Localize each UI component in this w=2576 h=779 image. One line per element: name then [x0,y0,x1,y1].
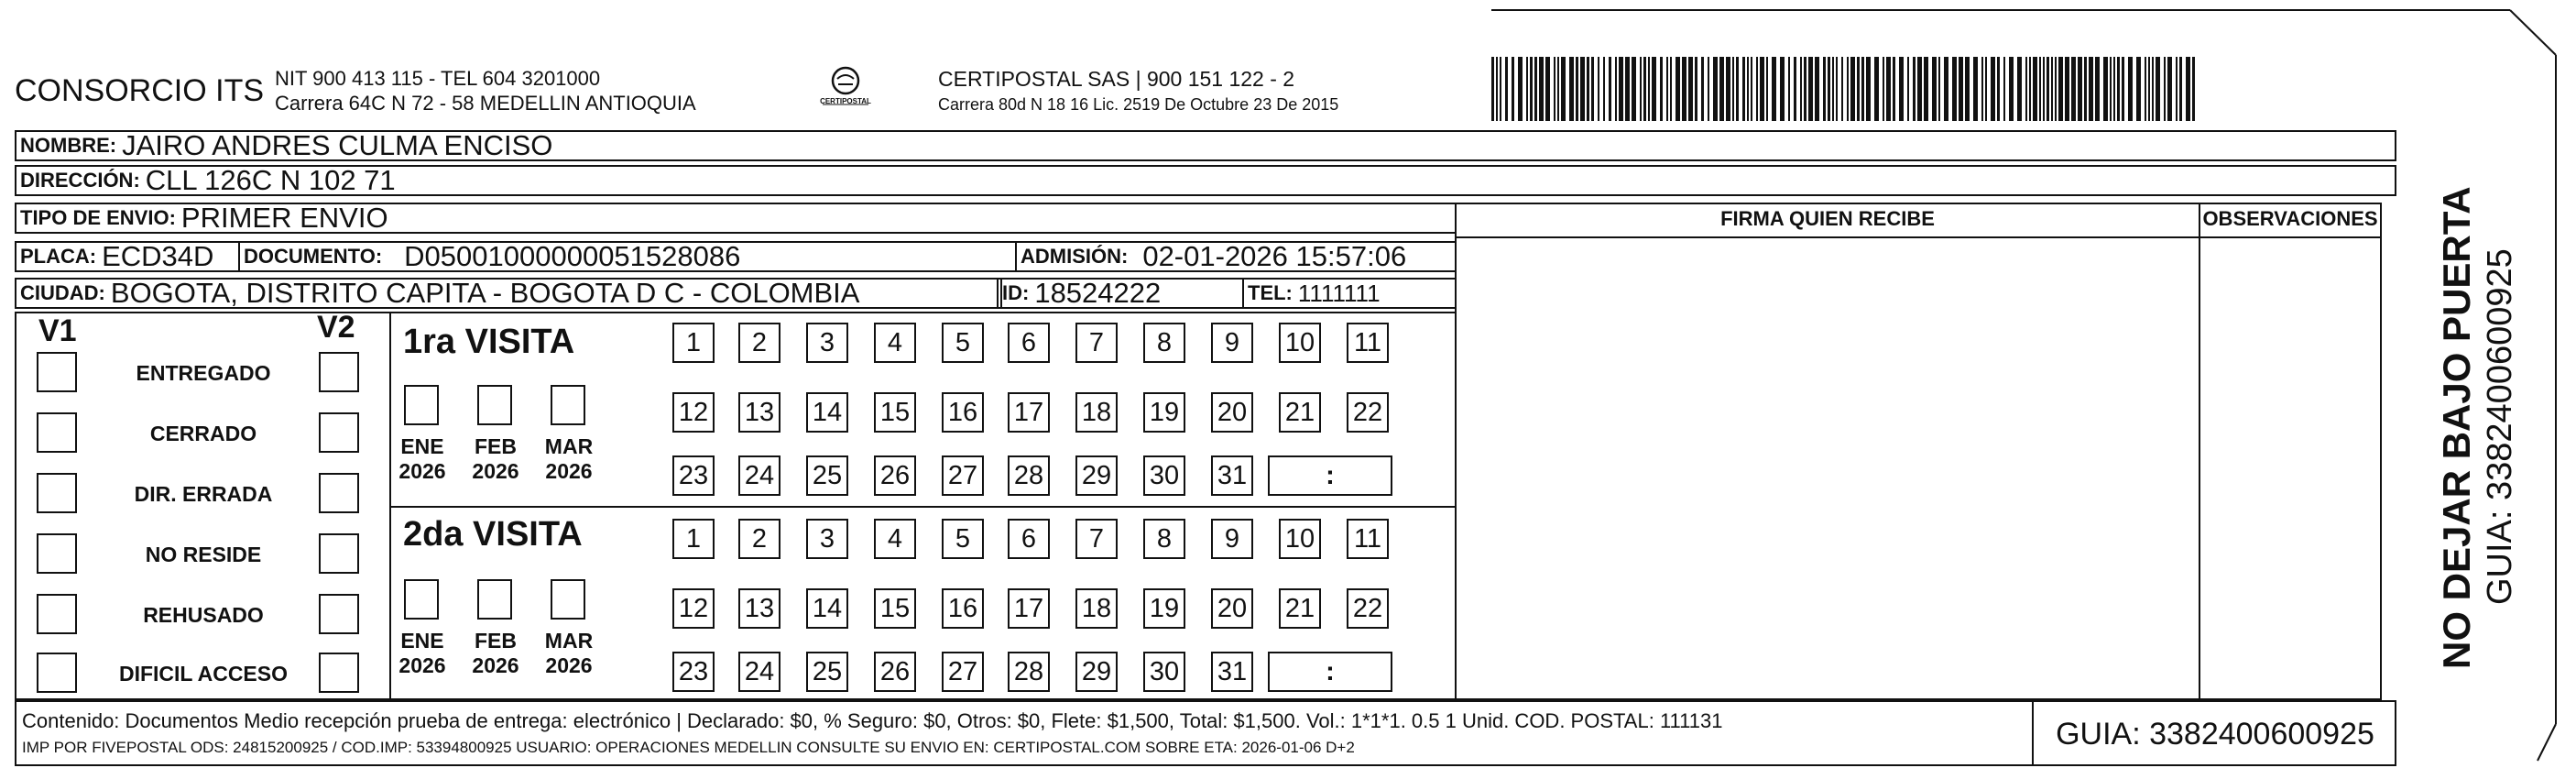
second-visit-day-2[interactable]: 2 [738,519,780,559]
first-visit-day-1[interactable]: 1 [672,323,715,363]
nombre-label: NOMBRE: [20,134,117,157]
id-label: ID: [1002,281,1030,304]
second-visit-day-29[interactable]: 29 [1075,652,1118,692]
second-visit-month-year-ene: 2026 [398,653,446,677]
placa-cell [15,241,240,272]
second-visit-month-box-mar[interactable] [551,579,585,620]
second-visit-day-31[interactable]: 31 [1211,652,1253,692]
first-visit-day-4[interactable]: 4 [874,323,916,363]
first-visit-day-20[interactable]: 20 [1211,392,1253,433]
second-visit-day-14[interactable]: 14 [806,588,848,629]
footer-guia: GUIA: 3382400600925 [2056,717,2374,752]
second-visit-time-field[interactable]: : [1268,652,1392,692]
side-warning: NO DEJAR BAJO PUERTA [2435,186,2478,669]
placa-label: PLACA: [20,245,97,268]
second-visit-day-15[interactable]: 15 [874,588,916,629]
v1-checkbox-dificil-acceso[interactable] [37,653,77,693]
firma-area[interactable] [1455,203,2200,700]
status-label-entregado: ENTREGADO [136,361,271,385]
first-visit-day-2[interactable]: 2 [738,323,780,363]
second-visit-day-10[interactable]: 10 [1279,519,1321,559]
direccion-label: DIRECCIÓN: [20,169,140,192]
v2-checkbox-cerrado[interactable] [319,412,359,453]
company-address: Carrera 64C N 72 - 58 MEDELLIN ANTIOQUIA [275,92,696,115]
v2-checkbox-rehusado[interactable] [319,594,359,634]
second-visit-day-8[interactable]: 8 [1143,519,1185,559]
documento-cell [238,241,1017,272]
first-visit-day-9[interactable]: 9 [1211,323,1253,363]
second-visit-day-16[interactable]: 16 [942,588,984,629]
carrier-address: Carrera 80d N 18 16 Lic. 2519 De Octubre 23 De 2015 [938,95,1339,114]
first-visit-month-box-feb[interactable] [477,385,512,425]
second-visit-day-17[interactable]: 17 [1008,588,1050,629]
first-visit-day-6[interactable]: 6 [1008,323,1050,363]
side-guia: GUIA: 3382400600925 [2481,248,2519,605]
admision-label: ADMISIÓN: [1021,245,1129,268]
first-visit-month-year-feb: 2026 [472,459,519,483]
nombre-value: JAIRO ANDRES CULMA ENCISO [122,130,553,161]
first-visit-day-18[interactable]: 18 [1075,392,1118,433]
second-visit-month-box-feb[interactable] [477,579,512,620]
second-visit-day-18[interactable]: 18 [1075,588,1118,629]
nombre-row [15,130,2396,161]
first-visit-day-12[interactable]: 12 [672,392,715,433]
tipo-envio-row [15,203,1457,234]
admision-value: 02-01-2026 15:57:06 [1142,241,1407,272]
id-value: 18524222 [1034,278,1162,309]
tipo-envio-value: PRIMER ENVIO [180,203,388,234]
v2-checkbox-dir-errada[interactable] [319,473,359,513]
first-visit-day-13[interactable]: 13 [738,392,780,433]
first-visit-day-15[interactable]: 15 [874,392,916,433]
first-visit-month-name-feb: FEB [475,434,517,458]
second-visit-month-year-feb: 2026 [472,653,519,677]
second-visit-day-1[interactable]: 1 [672,519,715,559]
tel-label: TEL: [1248,281,1293,304]
company-name: CONSORCIO ITS [15,73,265,108]
first-visit-day-19[interactable]: 19 [1143,392,1185,433]
first-visit-day-3[interactable]: 3 [806,323,848,363]
first-visit-day-17[interactable]: 17 [1008,392,1050,433]
first-visit-day-23[interactable]: 23 [672,455,715,496]
first-visit-day-24[interactable]: 24 [738,455,780,496]
second-visit-day-26[interactable]: 26 [874,652,916,692]
first-visit-month-year-mar: 2026 [545,459,593,483]
first-visit-day-7[interactable]: 7 [1075,323,1118,363]
second-visit-month-name-mar: MAR [544,629,594,653]
observaciones-area[interactable] [2199,203,2382,700]
second-visit-day-25[interactable]: 25 [806,652,848,692]
first-visit-day-29[interactable]: 29 [1075,455,1118,496]
second-visit-day-7[interactable]: 7 [1075,519,1118,559]
second-visit-title: 2da VISITA [403,515,583,554]
second-visit-day-5[interactable]: 5 [942,519,984,559]
direccion-value: CLL 126C N 102 71 [145,165,396,196]
second-visit-day-3[interactable]: 3 [806,519,848,559]
second-visit-day-13[interactable]: 13 [738,588,780,629]
second-visit-day-19[interactable]: 19 [1143,588,1185,629]
v1-label: V1 [38,313,77,348]
second-visit-day-11[interactable]: 11 [1347,519,1389,559]
status-label-dir-errada: DIR. ERRADA [134,482,273,506]
second-visit-day-4[interactable]: 4 [874,519,916,559]
tipo-envio-label: TIPO DE ENVIO: [20,206,176,229]
observaciones-label: OBSERVACIONES [2202,207,2378,230]
second-visit-day-27[interactable]: 27 [942,652,984,692]
first-visit-day-22[interactable]: 22 [1347,392,1389,433]
first-visit-month-year-ene: 2026 [398,459,446,483]
v2-label: V2 [317,310,355,345]
second-visit-day-21[interactable]: 21 [1279,588,1321,629]
imp-text: IMP POR FIVEPOSTAL ODS: 24815200925 / COD.IMP: 53394800925 USUARIO: OPERACIONES MEDELLIN CONSULTE SU ENVIO EN: CERTIPOSTAL.COM SOBRE ETA: 2026-01-06 D+2 [22,739,1355,756]
second-visit-month-year-mar: 2026 [545,653,593,677]
logo-text: CERTIPOSTAL [820,97,871,105]
second-visit-day-30[interactable]: 30 [1143,652,1185,692]
firma-label: FIRMA QUIEN RECIBE [1720,207,1935,230]
first-visit-time-field[interactable]: : [1268,455,1392,496]
first-visit-day-26[interactable]: 26 [874,455,916,496]
ciudad-label: CIUDAD: [20,281,105,304]
direccion-row [15,165,2396,196]
first-visit-day-10[interactable]: 10 [1279,323,1321,363]
first-visit-title: 1ra VISITA [403,323,575,361]
first-visit-day-28[interactable]: 28 [1008,455,1050,496]
v2-checkbox-no-reside[interactable] [319,533,359,574]
status-label-rehusado: REHUSADO [143,603,264,627]
first-visit-day-31[interactable]: 31 [1211,455,1253,496]
v1-checkbox-rehusado[interactable] [37,594,77,634]
status-label-cerrado: CERRADO [149,422,257,445]
second-visit-month-name-ene: ENE [400,629,444,653]
second-visit-month-name-feb: FEB [475,629,517,653]
second-visit-day-28[interactable]: 28 [1008,652,1050,692]
documento-label: DOCUMENTO: [244,245,383,268]
v1-checkbox-entregado[interactable] [37,352,77,392]
v1-checkbox-no-reside[interactable] [37,533,77,574]
second-visit-day-23[interactable]: 23 [672,652,715,692]
v1-checkbox-dir-errada[interactable] [37,473,77,513]
first-visit-month-name-ene: ENE [400,434,444,458]
contenido-text: Contenido: Documentos Medio recepción prueba de entrega: electrónico | Declarado: $0, % Seguro: $0, Otros: $0, Flete: $1,500, Total: $1,500. Vol.: 1*1*1. 0.5 1 Unid. COD. POSTAL: 111131 [22,709,1723,732]
v2-checkbox-entregado[interactable] [319,352,359,392]
carrier-name: CERTIPOSTAL SAS | 900 151 122 - 2 [938,67,1295,91]
v1-checkbox-cerrado[interactable] [37,412,77,453]
first-visit-month-box-mar[interactable] [551,385,585,425]
company-nit: NIT 900 413 115 - TEL 604 3201000 [275,67,601,90]
first-visit-day-21[interactable]: 21 [1279,392,1321,433]
first-visit-day-27[interactable]: 27 [942,455,984,496]
first-visit-day-16[interactable]: 16 [942,392,984,433]
second-visit-day-6[interactable]: 6 [1008,519,1050,559]
first-visit-day-8[interactable]: 8 [1143,323,1185,363]
second-visit-day-9[interactable]: 9 [1211,519,1253,559]
id-cell [997,278,1244,309]
v2-checkbox-dificil-acceso[interactable] [319,653,359,693]
admision-cell [1015,241,1457,272]
tel-cell [1242,278,1457,309]
first-visit-day-11[interactable]: 11 [1347,323,1389,363]
first-visit-day-30[interactable]: 30 [1143,455,1185,496]
first-visit-day-5[interactable]: 5 [942,323,984,363]
placa-value: ECD34D [102,241,214,272]
tel-value: 1111111 [1297,279,1381,307]
visit-divider [389,506,1457,508]
status-label-dificil-acceso: DIFICIL ACCESO [118,662,288,686]
second-visit-day-22[interactable]: 22 [1347,588,1389,629]
ciudad-value: BOGOTA, DISTRITO CAPITA - BOGOTA D C - COLOMBIA [110,278,860,309]
ciudad-cell [15,278,1002,309]
second-visit-day-20[interactable]: 20 [1211,588,1253,629]
documento-value: D05001000000051528086 [404,241,741,272]
second-visit-day-12[interactable]: 12 [672,588,715,629]
second-visit-day-24[interactable]: 24 [738,652,780,692]
first-visit-day-14[interactable]: 14 [806,392,848,433]
status-label-no-reside: NO RESIDE [145,543,262,566]
first-visit-month-name-mar: MAR [544,434,594,458]
second-visit-month-box-ene[interactable] [404,579,439,620]
first-visit-month-box-ene[interactable] [404,385,439,425]
first-visit-day-25[interactable]: 25 [806,455,848,496]
